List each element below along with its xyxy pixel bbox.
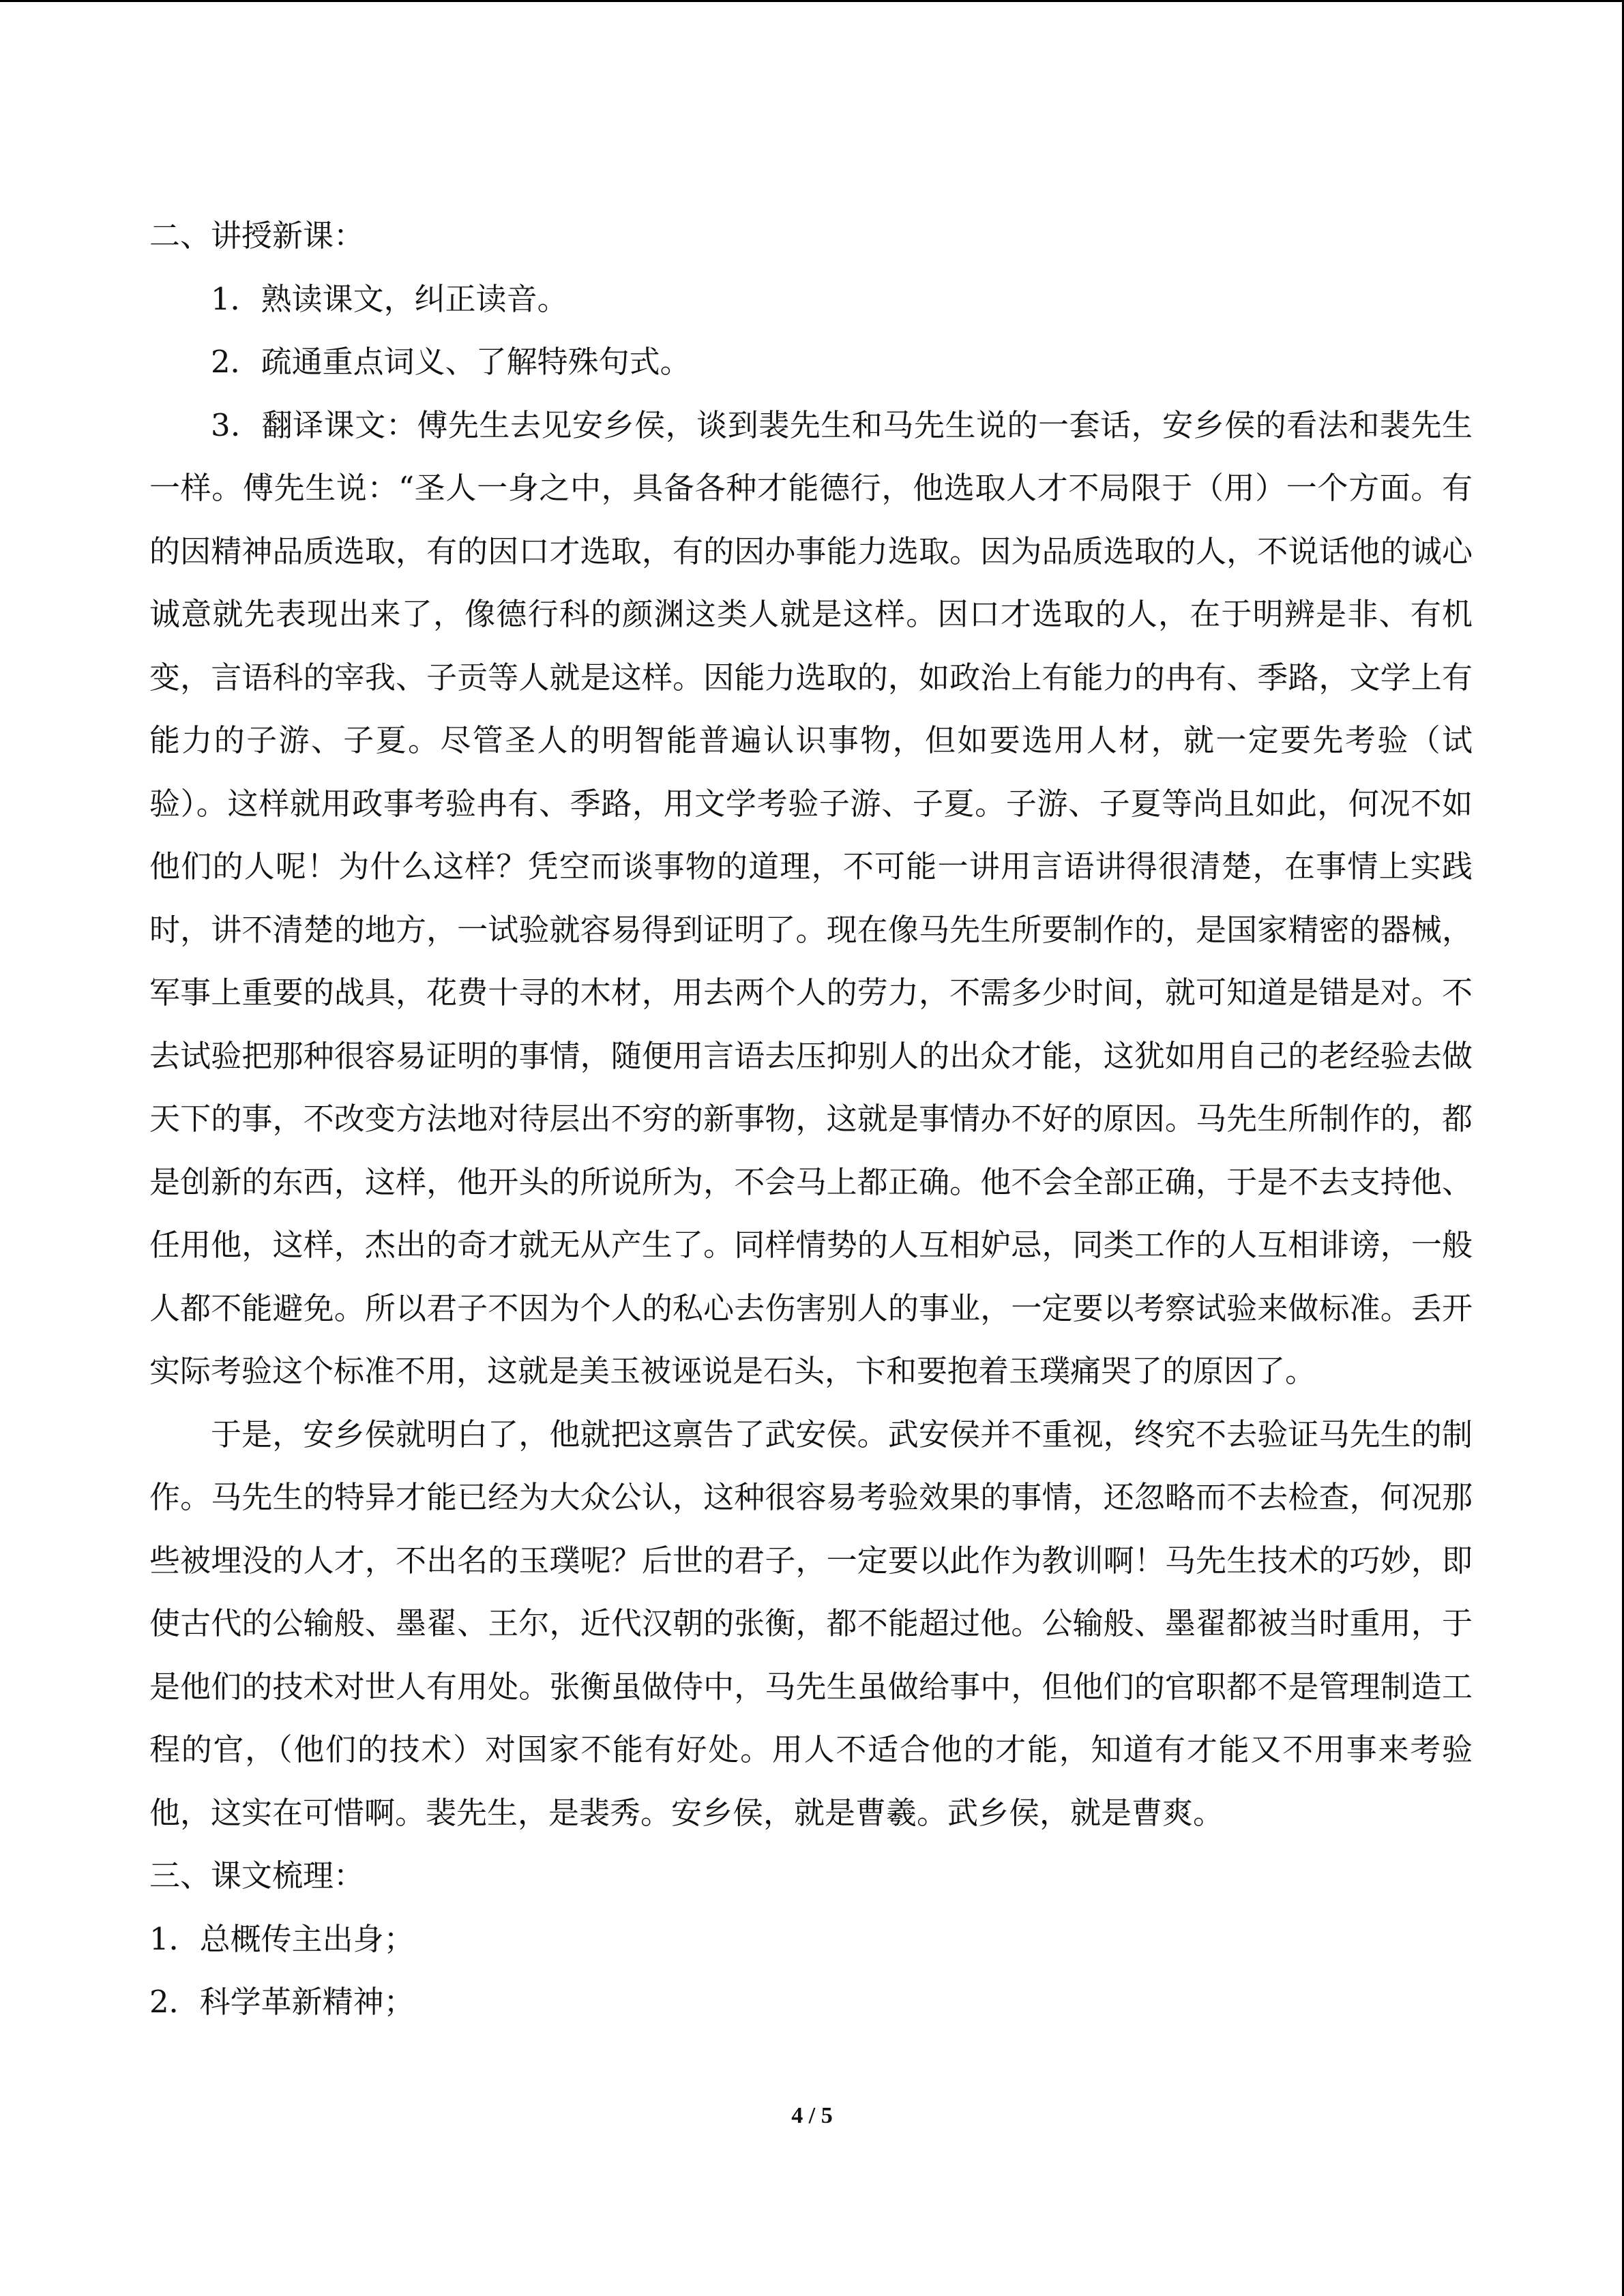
- step-translation: 3．翻译课文：傅先生去见安乡侯，谈到裴先生和马先生说的一套话，安乡侯的看法和裴先生一样。傅先生说：“圣人一身之中，具备各种才能德行，他选取人才不局限于（用）一个方面。有的因精神品质选取，有的因口才选取，有的因办事能力选取。因为品质选取的人，不说话他的诚心诚意就先表现出来了，像德行科的颜渊这类人就是这样。因口才选取的人，在于明辨是非、有机变，言语科的宰我、子贡等人就是这样。因能力选取的，如政治上有能力的冉有、季路，文学上有能力的子游、子夏。尽管圣人的明智能普遍认识事物，但如要选用人材，就一定要先考验（试验）。这样就用政事考验冉有、季路，用文学考验子游、子夏。子游、子夏等尚且如此，何况不如他们的人呢！为什么这样？凭空而谈事物的道理，不可能一讲用言语讲得很清楚，在事情上实践时，讲不清楚的地方，一试验就容易得到证明了。现在像马先生所要制作的，是国家精密的器械，军事上重要的战具，花费十寻的木材，用去两个人的劳力，不需多少时间，就可知道是错是对。不去试验把那种很容易证明的事情，随便用言语去压抑别人的出众才能，这犹如用自己的老经验去做天下的事，不改变方法地对待层出不穷的新事物，这就是事情办不好的原因。马先生所制作的，都是创新的东西，这样，他开头的所说所为，不会马上都正确。他不会全部正确，于是不去支持他、任用他，这样，杰出的奇才就无从产生了。同样情势的人互相妒忌，同类工作的人互相诽谤，一般人都不能避免。所以君子不因为个人的私心去伤害别人的事业，一定要以考察试验来做标准。丢开实际考验这个标准不用，这就是美玉被诬说是石头，卞和要抱着玉璞痛哭了的原因了。: [149, 406, 1473, 1389]
- step-read-aloud: 1．熟读课文，纠正读音。: [211, 280, 568, 317]
- section-heading-outline: 三、课文梳理：: [149, 1858, 365, 1894]
- page-top-border: [0, 0, 1624, 2]
- outline-item-1: 1．总概传主出身；: [149, 1920, 415, 1957]
- translation-continued: 于是，安乡侯就明白了，他就把这禀告了武安侯。武安侯并不重视，终究不去验证马先生的制作。马先生的特异才能已经为大众公认，这种很容易考验效果的事情，还忽略而不去检查，何况那些被埋没的人才，不出名的玉璞呢？后世的君子，一定要以此作为教训啊！马先生技术的巧妙，即使古代的公输般、墨翟、王尔，近代汉朝的张衡，都不能超过他。公输般、墨翟都被当时重用，于是他们的技术对世人有用处。张衡虽做侍中，马先生虽做给事中，但他们的官职都不是管理制造工程的官，（他们的技术）对国家不能有好处。用人不适合他的才能，知道有才能又不用事来考验他，这实在可惜啊。裴先生，是裴秀。安乡侯，就是曹羲。武乡侯，就是曹爽。: [149, 1416, 1473, 1831]
- page-number: 4 / 5: [791, 2103, 833, 2128]
- outline-item-2: 2．科学革新精神；: [149, 1984, 415, 2020]
- section-heading-teaching: 二、讲授新课：: [149, 218, 365, 254]
- step-vocabulary: 2．疏通重点词义、了解特殊句式。: [211, 344, 691, 380]
- document-body: [149, 205, 1473, 2034]
